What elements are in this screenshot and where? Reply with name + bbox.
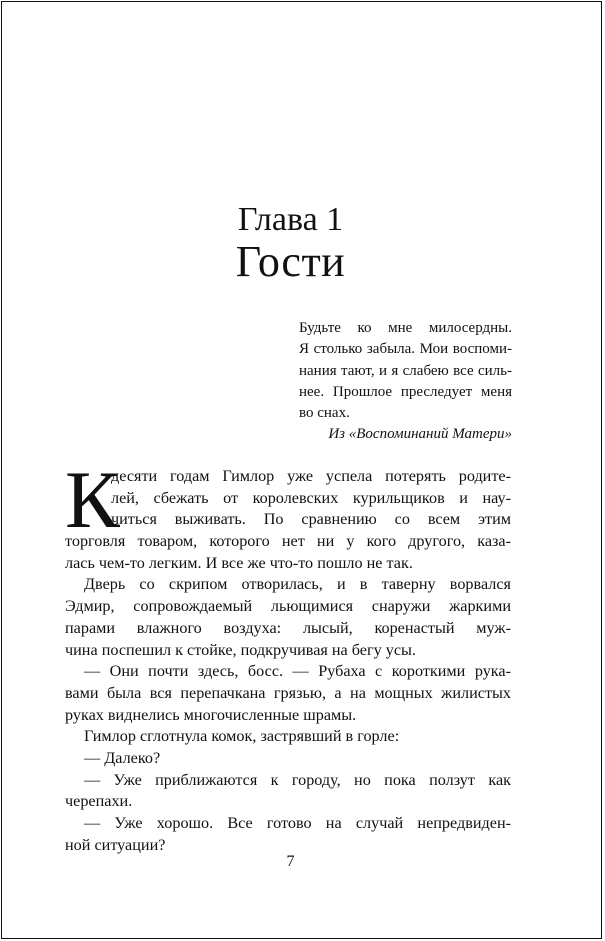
page-number: 7 <box>286 853 295 870</box>
chapter-label: Глава 1 <box>237 201 344 238</box>
body-line: вами была вся перепачкана грязью, а на мощных жилистых <box>65 683 511 702</box>
body-line: лась чем-то легким. И все же что-то пошло не так. <box>65 553 413 572</box>
body-line: Дверь со скрипом отворилась, и в таверну ворвался <box>84 575 511 594</box>
body-line: — Уже хорошо. Все готово на случай непредвиден- <box>84 814 511 832</box>
epigraph-line: Будьте ко мне милосердны. <box>299 320 512 336</box>
epigraph-line: Я столько забыла. Мои воспоми- <box>299 341 512 358</box>
body-line: десяти годам Гимлор уже успела потерять родите- <box>111 467 511 485</box>
epigraph-line: нания тают, и я слабею все силь- <box>299 362 512 379</box>
body-line: читься выживать. По сравнению со всем этим <box>111 510 511 529</box>
page <box>1 1 602 939</box>
body-line: парами влажного воздуха: лысый, коренастый муж- <box>65 618 511 637</box>
body-line: торговля товаром, которого нет ни у кого другого, каза- <box>65 532 511 551</box>
epigraph-line: во снах. <box>299 405 350 422</box>
epigraph-line: нее. Прошлое преследует меня <box>299 383 512 400</box>
body-line: — Далеко? <box>84 748 161 767</box>
epigraph <box>299 318 512 446</box>
body-line: Гимлор сглотнула комок, застрявший в горле: <box>84 727 400 746</box>
body-line: руках виднелись многочисленные шрамы. <box>65 705 357 724</box>
body-line: черепахи. <box>65 792 133 811</box>
epigraph-source: Из «Воспоминаний Матери» <box>328 426 512 443</box>
drop-cap: К <box>65 454 120 545</box>
body-line: — Уже приближаются к городу, но пока ползут как <box>84 770 511 789</box>
body-line: ной ситуации? <box>65 835 166 854</box>
body-line: Эдмир, сопровождаемый льющимися снаружи жаркими <box>65 597 511 616</box>
body-line: — Они почти здесь, босс. — Рубаха с короткими рука- <box>84 662 511 681</box>
body-line: чина поспешил к стойке, подкручивая на бегу усы. <box>65 640 416 659</box>
body-line: лей, сбежать от королевских курильщиков и нау- <box>111 488 511 507</box>
body-text <box>65 454 511 856</box>
chapter-title: Гости <box>235 237 346 286</box>
